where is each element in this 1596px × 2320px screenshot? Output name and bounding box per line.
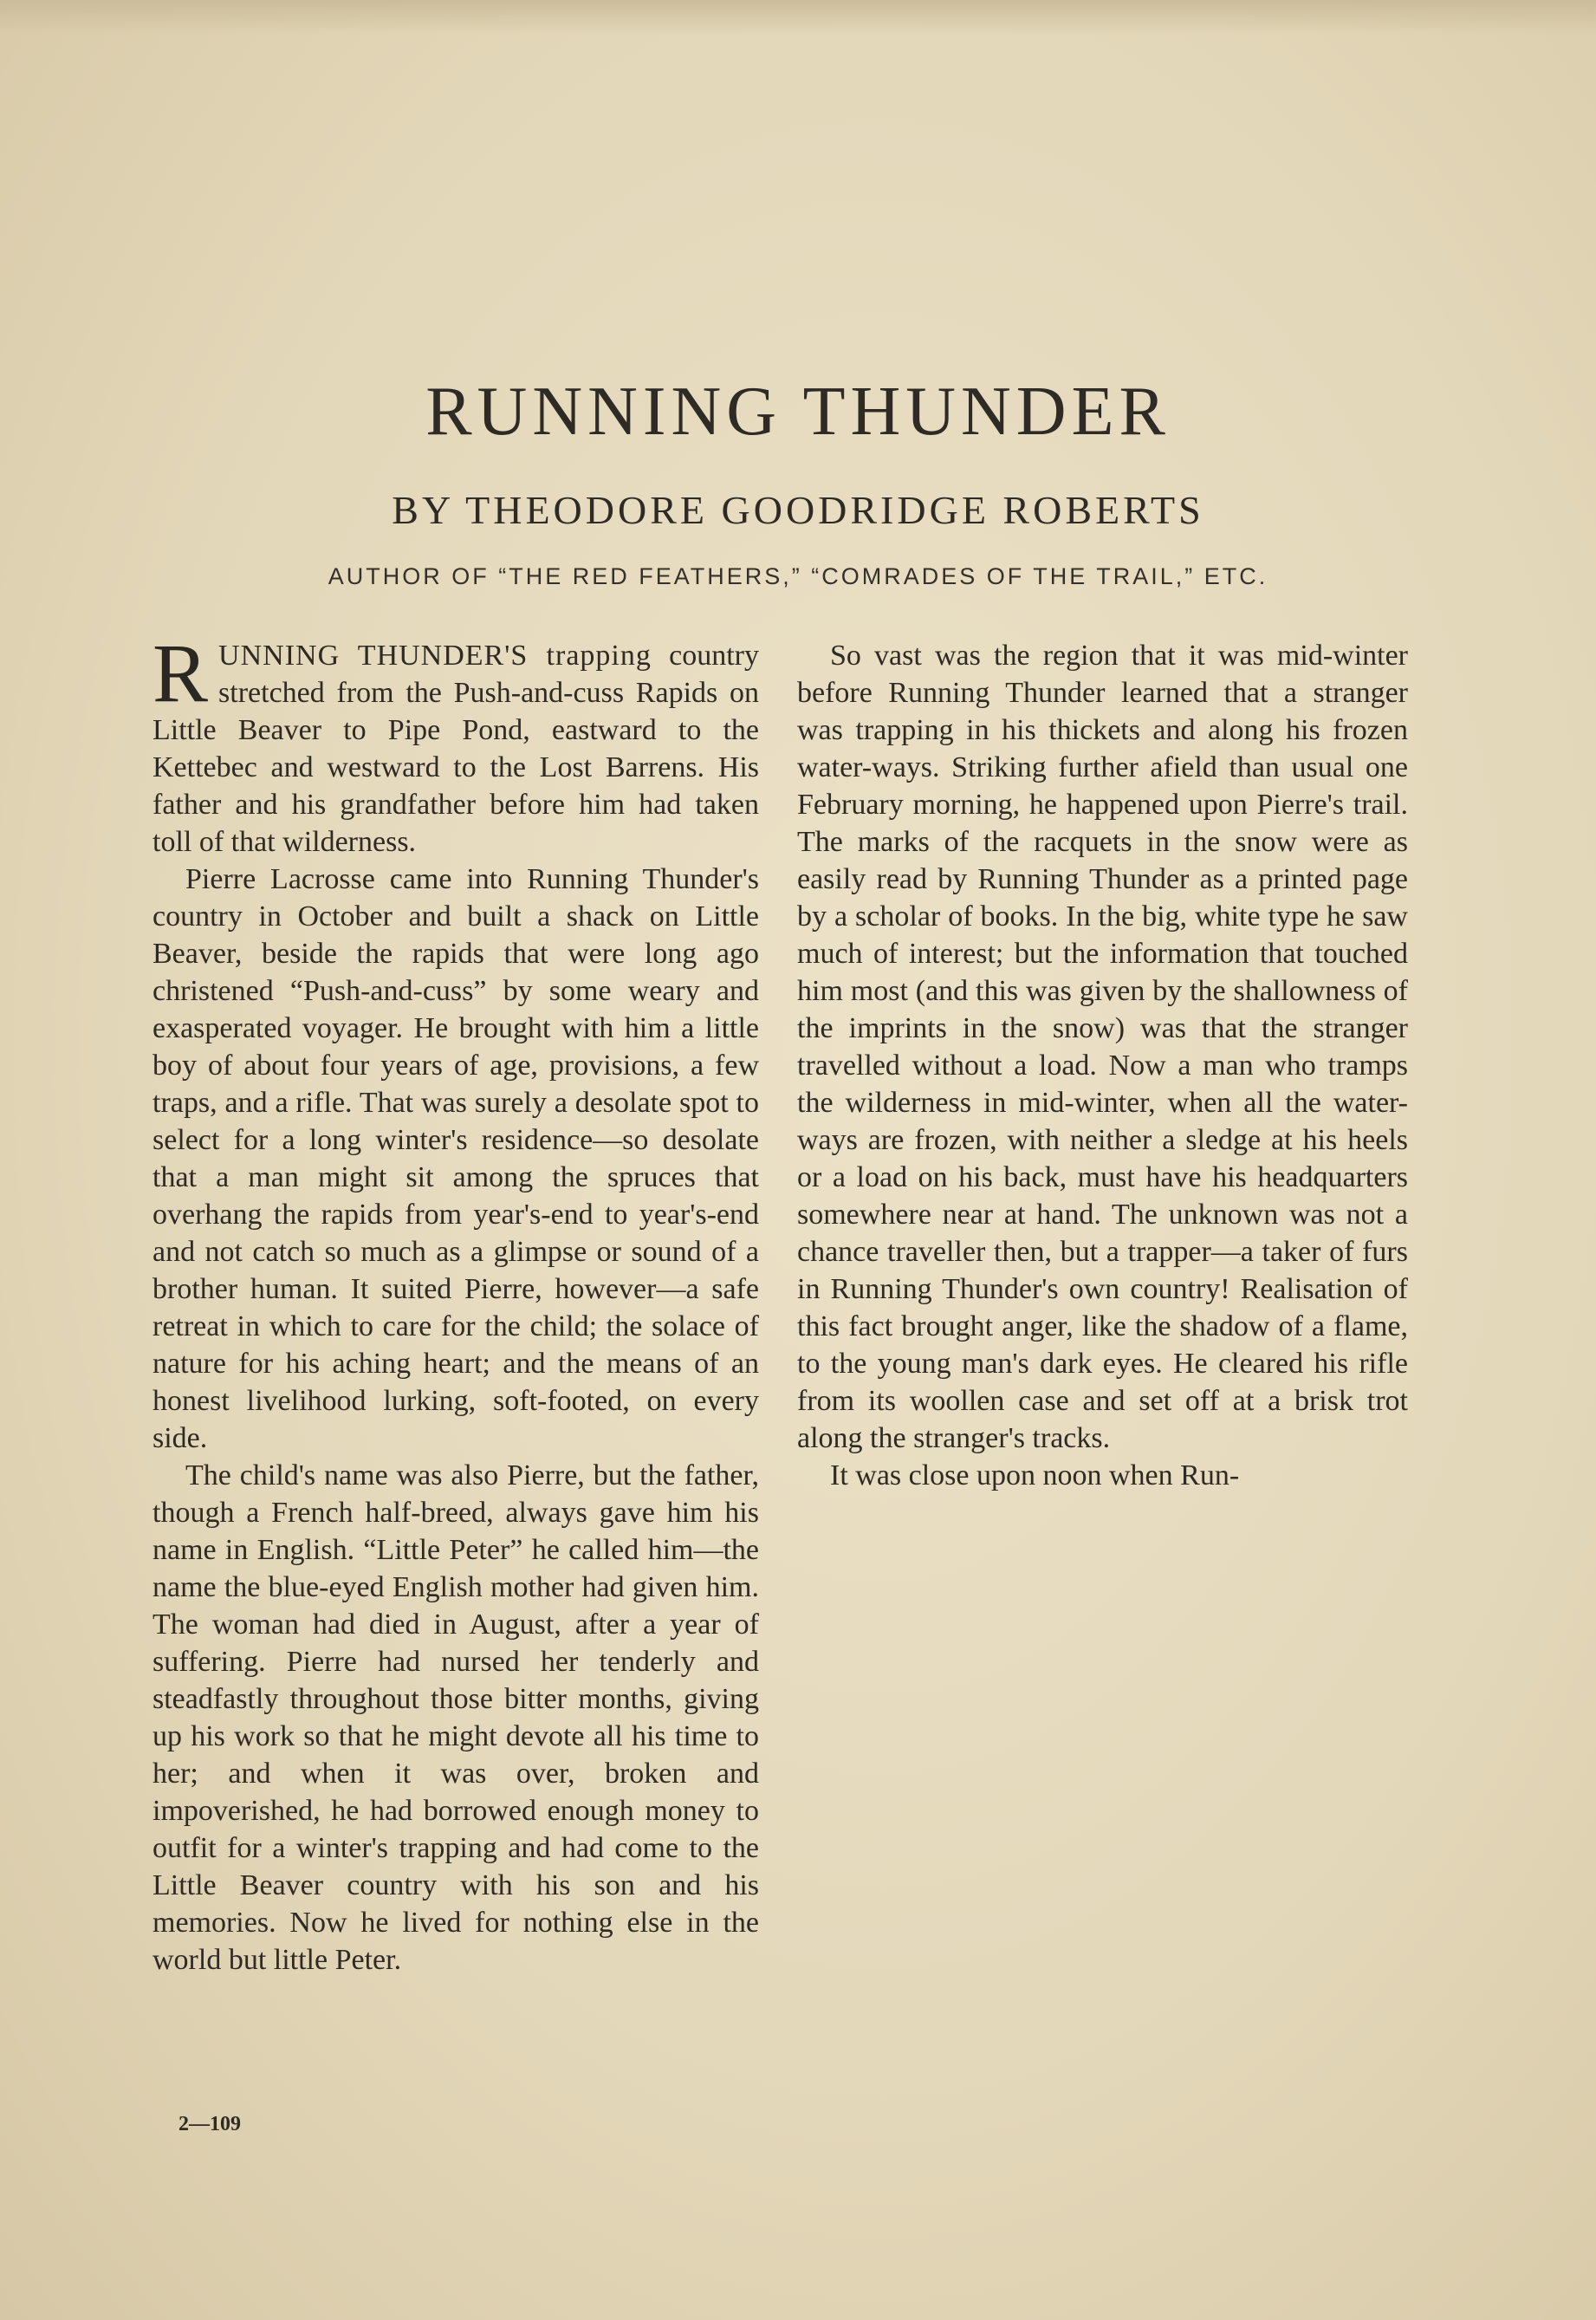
paragraph-1 (152, 627, 760, 861)
text-column-right (797, 637, 1408, 1494)
page-folio: 2—109 (178, 2113, 241, 2135)
author-credits: AUTHOR OF “THE RED FEATHERS,” “COMRADES OF THE TRAIL,” ETC. (328, 563, 1268, 589)
paragraph-4: So vast was the region that it was mid-winter before Running Thunder learned that a stranger was trapping in his thickets and along his frozen water-ways. Striking further afield than usual one February morning, he happened upon Pierre's trail. The marks of the racquets in the snow were as easily read by Running Thunder as a printed page by a scholar of books. In the big, white type he saw much of interest; but the information that touched him most (and this was given by the shallowness of the imprints in the snow) was that the stranger travelled without a load. Now a man who tramps the wilderness in mid-winter, when all the water-ways are frozen, with neither a sledge at his heels or a load on his back, must have his headquarters somewhere near at hand. The unknown was not a chance traveller then, but a trapper—a taker of furs in Running Thunder's own country! Realisation of this fact brought anger, like the shadow of a flame, to the young man's dark eyes. He cleared his rifle from its woollen case and set off at a brisk trot along the stranger's tracks. (797, 640, 1408, 1454)
lead-in-caps: UNNING THUNDER'S trapping (218, 640, 652, 672)
paragraph-3: The child's name was also Pierre, but the father, though a French half-breed, always gave him his name in English. “Little Peter” he called him—the name the blue-eyed English mother had given him. The woman had died in August, after a year of suffering. Pierre had nursed her tenderly and steadfastly throughout those bitter months, giving up his work so that he might devote all his time to her; and when it was over, broken and impoverished, he had borrowed enough money to outfit for a winter's trapping and had come to the Little Beaver country with his son and his memories. Now he lived for nothing else in the world but little Peter. (152, 1459, 759, 1976)
paragraph-1-text: country stretched from the Push-and-cuss Rapids on Little Beaver to Pipe Pond, eastward to the Kettebec and westward to the Lost Barrens. His father and his grandfather before him had taken toll of that wilderness. (152, 640, 760, 858)
drop-cap: R (152, 627, 209, 719)
text-column-left (152, 627, 760, 1979)
article-title: RUNNING THUNDER (425, 374, 1171, 450)
paragraph-2: Pierre Lacrosse came into Running Thunder's country in October and built a shack on Little Beaver, beside the rapids that were long ago christened “Push-and-cuss” by some weary and exasperated voyager. He brought with him a little boy of about four years of age, provisions, a few traps, and a rifle. That was surely a desolate spot to select for a long winter's residence—so desolate that a man might sit among the spruces that overhang the rapids from year's-end to year's-end and not catch so much as a glimpse or sound of a brother human. It suited Pierre, however—a safe retreat in which to care for the child; the solace of nature for his aching heart; and the means of an honest livelihood lurking, soft-footed, on every side. (152, 863, 759, 1454)
paragraph-5: It was close upon noon when Run- (830, 1459, 1240, 1491)
byline: BY THEODORE GOODRIDGE ROBERTS (392, 488, 1204, 532)
